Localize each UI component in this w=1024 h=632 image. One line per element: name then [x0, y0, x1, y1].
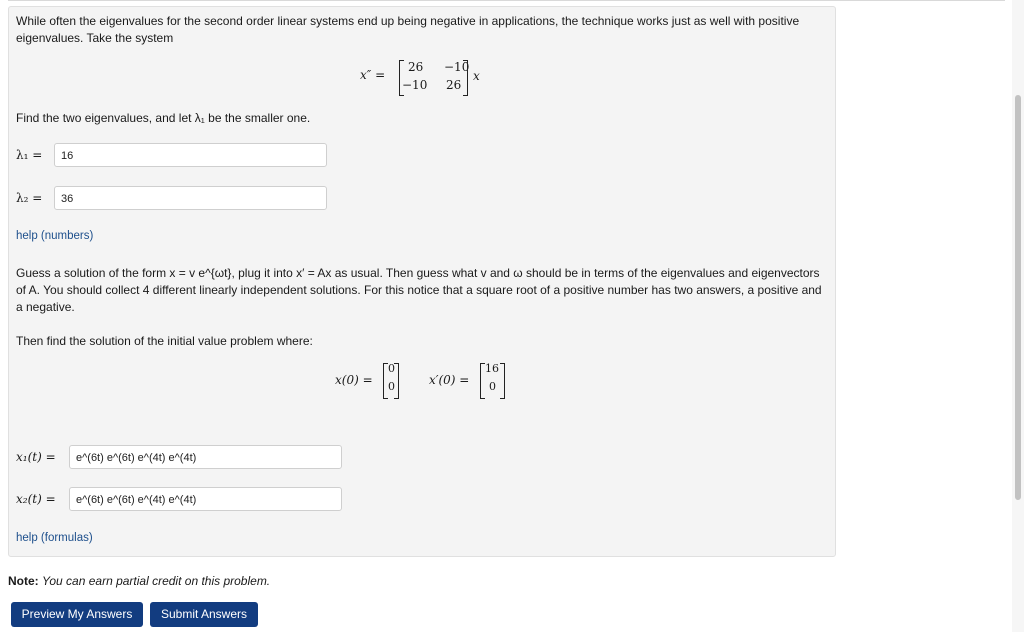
top-divider — [8, 0, 1005, 1]
system-rhs-var: x — [473, 69, 480, 83]
x1-label: x₁(t) = — [16, 450, 56, 464]
x0-cell: 0 — [388, 380, 395, 393]
submit-answers-button[interactable]: Submit Answers — [150, 602, 258, 627]
note-label: Note: — [8, 574, 39, 588]
intro-text: While often the eigenvalues for the second order linear systems end up being negative in applications, the technique works just as well with positive eigenvalues. Take the system — [16, 14, 800, 45]
guess-text: Guess a solution of the form x = v e^{ωt}, plug it into x′ = Ax as usual. Then guess what v and ω should be in terms of the eigenvalues and eigenvectors of A. You should collect 4 different linearly independent solutions. For this notice that a square root of a positive number has two answers, a positive and a negative. — [16, 266, 822, 314]
x0-cell: 0 — [388, 362, 395, 375]
matrix-cell: −10 — [444, 60, 470, 74]
x0-label: x(0) = — [335, 373, 373, 387]
x1-input[interactable]: e^(6t) e^(6t) e^(4t) e^(4t) — [69, 445, 342, 469]
xp0-bracket-right — [500, 363, 505, 399]
help-numbers-link[interactable]: help (numbers) — [16, 230, 94, 242]
lambda1-input[interactable]: 16 — [54, 143, 327, 167]
ivp-text: Then find the solution of the initial value problem where: — [16, 334, 313, 348]
matrix-bracket-right — [463, 60, 468, 96]
help-formulas-link[interactable]: help (formulas) — [16, 532, 93, 544]
find-eigen-text: Find the two eigenvalues, and let λ₁ be the smaller one. — [16, 111, 311, 125]
matrix-cell: 26 — [446, 78, 462, 92]
x2-input[interactable]: e^(6t) e^(6t) e^(4t) e^(4t) — [69, 487, 342, 511]
lambda2-label: λ₂ = — [16, 191, 43, 205]
scrollbar-thumb[interactable] — [1015, 95, 1021, 500]
note-text: You can earn partial credit on this problem. — [42, 574, 271, 588]
matrix-cell: 26 — [408, 60, 424, 74]
x2-label: x₂(t) = — [16, 492, 56, 506]
lambda2-input[interactable]: 36 — [54, 186, 327, 210]
system-lhs: x″ = — [360, 68, 386, 82]
note — [8, 573, 270, 590]
lambda1-label: λ₁ = — [16, 148, 43, 162]
matrix-cell: −10 — [402, 78, 428, 92]
preview-answers-button[interactable]: Preview My Answers — [11, 602, 143, 627]
xp0-cell: 16 — [485, 362, 499, 375]
xp0-cell: 0 — [489, 380, 496, 393]
x0-bracket-right — [394, 363, 399, 399]
xp0-label: x′(0) = — [429, 373, 470, 387]
